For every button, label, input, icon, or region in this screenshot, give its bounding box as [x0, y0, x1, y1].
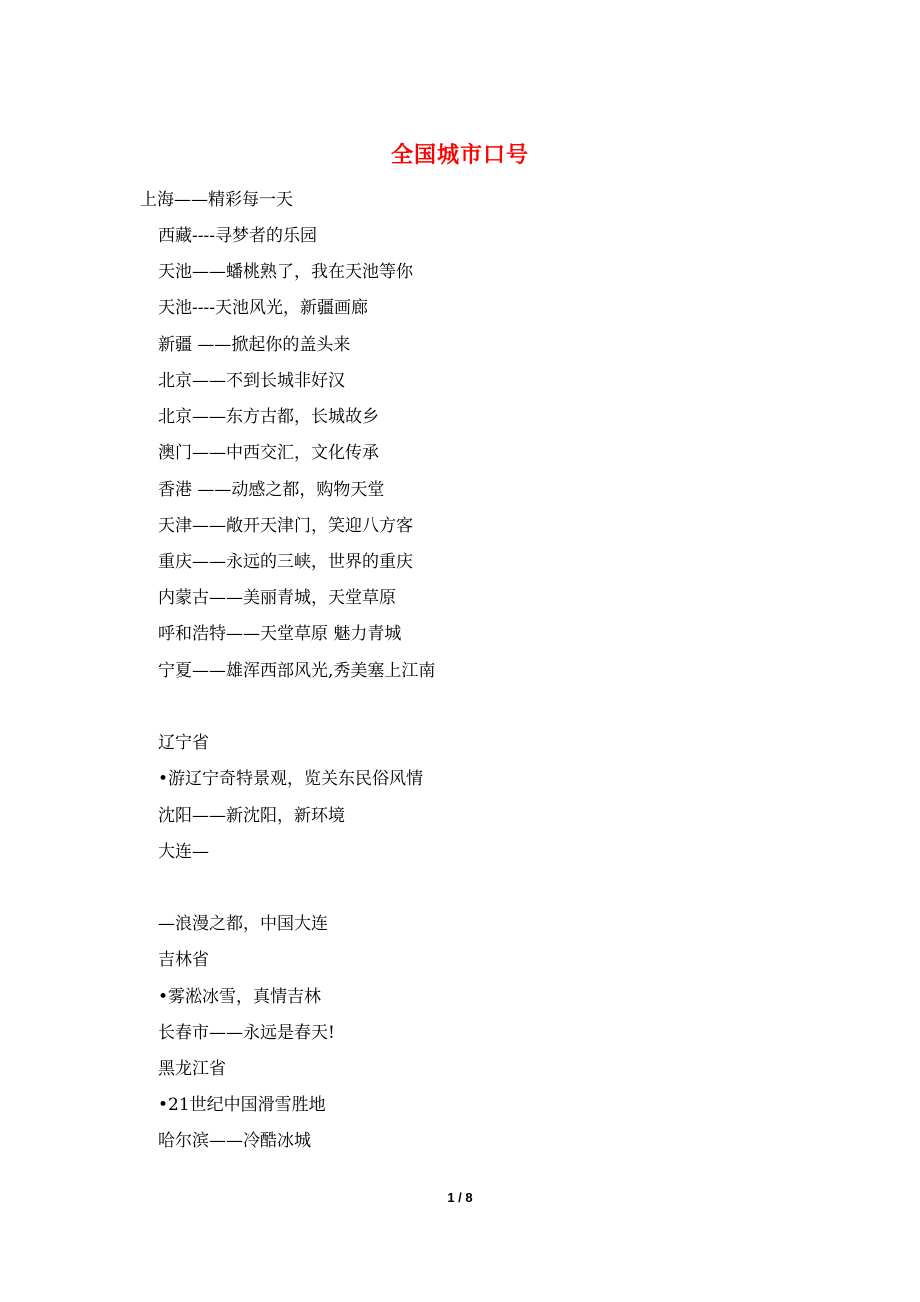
- slogan-line: 呼和浩特——天堂草原 魅力青城: [158, 624, 402, 644]
- slogan-line: 天池----天池风光，新疆画廊: [158, 298, 368, 318]
- slogan-line: 上海——精彩每一天: [140, 190, 293, 210]
- slogan-line: 哈尔滨——冷酷冰城: [158, 1131, 311, 1151]
- section-heading: 辽宁省: [158, 733, 209, 753]
- slogan-line: 大连—: [158, 842, 209, 862]
- slogan-line: 北京——东方古都，长城故乡: [158, 407, 379, 427]
- slogan-line: 新疆 ——掀起你的盖头来: [158, 335, 351, 355]
- bullet-line: •21世纪中国滑雪胜地: [158, 1095, 326, 1115]
- slogan-line: 天池——蟠桃熟了，我在天池等你: [158, 262, 413, 282]
- slogan-line: 西藏----寻梦者的乐园: [158, 226, 317, 246]
- section-heading: 黑龙江省: [158, 1059, 226, 1079]
- slogan-line: 北京——不到长城非好汉: [158, 371, 345, 391]
- slogan-line: 澳门——中西交汇，文化传承: [158, 443, 379, 463]
- page-number: 1 / 8: [447, 1190, 473, 1205]
- slogan-line: 内蒙古——美丽青城，天堂草原: [158, 588, 396, 608]
- bullet-line: •游辽宁奇特景观，览关东民俗风情: [158, 769, 424, 789]
- slogan-line: 天津——敞开天津门，笑迎八方客: [158, 516, 413, 536]
- slogan-line: 长春市——永远是春天!: [158, 1023, 335, 1043]
- slogan-line: 香港 ——动感之都，购物天堂: [158, 480, 385, 500]
- document-title: 全国城市口号: [390, 142, 529, 168]
- slogan-line: —浪漫之都，中国大连: [158, 914, 328, 934]
- bullet-line: •雾淞冰雪，真情吉林: [158, 987, 322, 1007]
- section-heading: 吉林省: [158, 950, 209, 970]
- slogan-line: 沈阳——新沈阳，新环境: [158, 806, 345, 826]
- slogan-line: 宁夏——雄浑西部风光,秀美塞上江南: [158, 661, 436, 681]
- slogan-line: 重庆——永远的三峡，世界的重庆: [158, 552, 413, 572]
